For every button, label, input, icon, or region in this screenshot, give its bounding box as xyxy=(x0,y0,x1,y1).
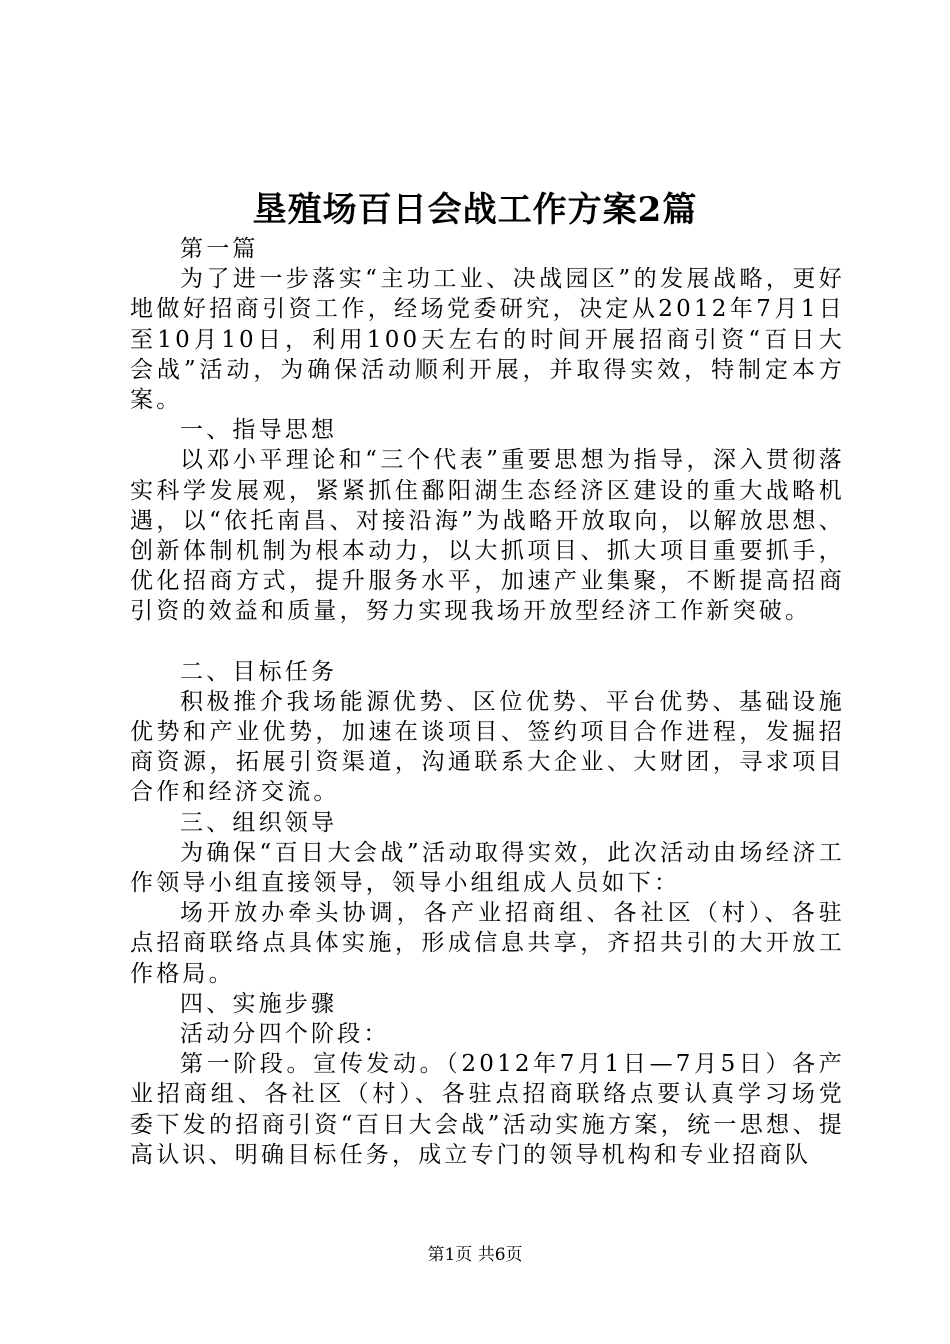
page-footer: 第1页 共6页 xyxy=(427,1245,523,1265)
document-title: 垦殖场百日会战工作方案2篇 xyxy=(252,190,698,230)
coordination-paragraph: 场开放办牵头协调，各产业招商组、各社区（村）、各驻点招商联络点具体实施，形成信息共享，齐招共引的大开放工作格局。 xyxy=(130,900,845,987)
section-heading-steps: 四、实施步骤 xyxy=(180,990,338,1017)
goals-paragraph: 积极推介我场能源优势、区位优势、平台优势、基础设施优势和产业优势，加速在谈项目、签约项目合作进程，发掘招商资源，拓展引资渠道，沟通联系大企业、大财团，寻求项目合作和经济交流。 xyxy=(130,688,845,806)
intro-paragraph: 为了进一步落实“主功工业、决战园区”的发展战略，更好地做好招商引资工作，经场党委研究，决定从2012年7月1日至10月10日，利用100天左右的时间开展招商引资“百日大会战”活动，为确保活动顺利开展，并取得实效，特制定本方案。 xyxy=(130,266,845,414)
guiding-ideology-paragraph: 以邓小平理论和“三个代表”重要思想为指导，深入贯彻落实科学发展观，紧紧抓住鄱阳湖生态经济区建设的重大战略机遇，以“依托南昌、对接沿海”为战略开放取向，以解放思想、创新体制机制为根本动力，以大抓项目、抓大项目重要抓手，优化招商方式，提升服务水平，加速产业集聚，不断提高招商引资的效益和质量，努力实现我场开放型经济工作新突破。 xyxy=(130,447,845,625)
section-heading-guiding-ideology: 一、指导思想 xyxy=(180,417,338,444)
section-heading-goals: 二、目标任务 xyxy=(180,658,338,685)
section-heading-part-one: 第一篇 xyxy=(180,236,259,262)
document-body xyxy=(130,234,845,1170)
section-heading-organization: 三、组织领导 xyxy=(180,809,338,836)
organization-paragraph: 为确保“百日大会战”活动取得实效，此次活动由场经济工作领导小组直接领导，领导小组组成人员如下： xyxy=(130,839,845,897)
stages-intro-paragraph: 活动分四个阶段： xyxy=(180,1021,390,1048)
stage-one-paragraph: 第一阶段。宣传发动。（2012年7月1日—7月5日）各产业招商组、各社区（村）、各驻点招商联络点要认真学习场党委下发的招商引资“百日大会战”活动实施方案，统一思想、提高认识、明确目标任务，成立专门的领导机构和专业招商队 xyxy=(130,1051,845,1168)
paragraph-spacer xyxy=(130,627,845,657)
